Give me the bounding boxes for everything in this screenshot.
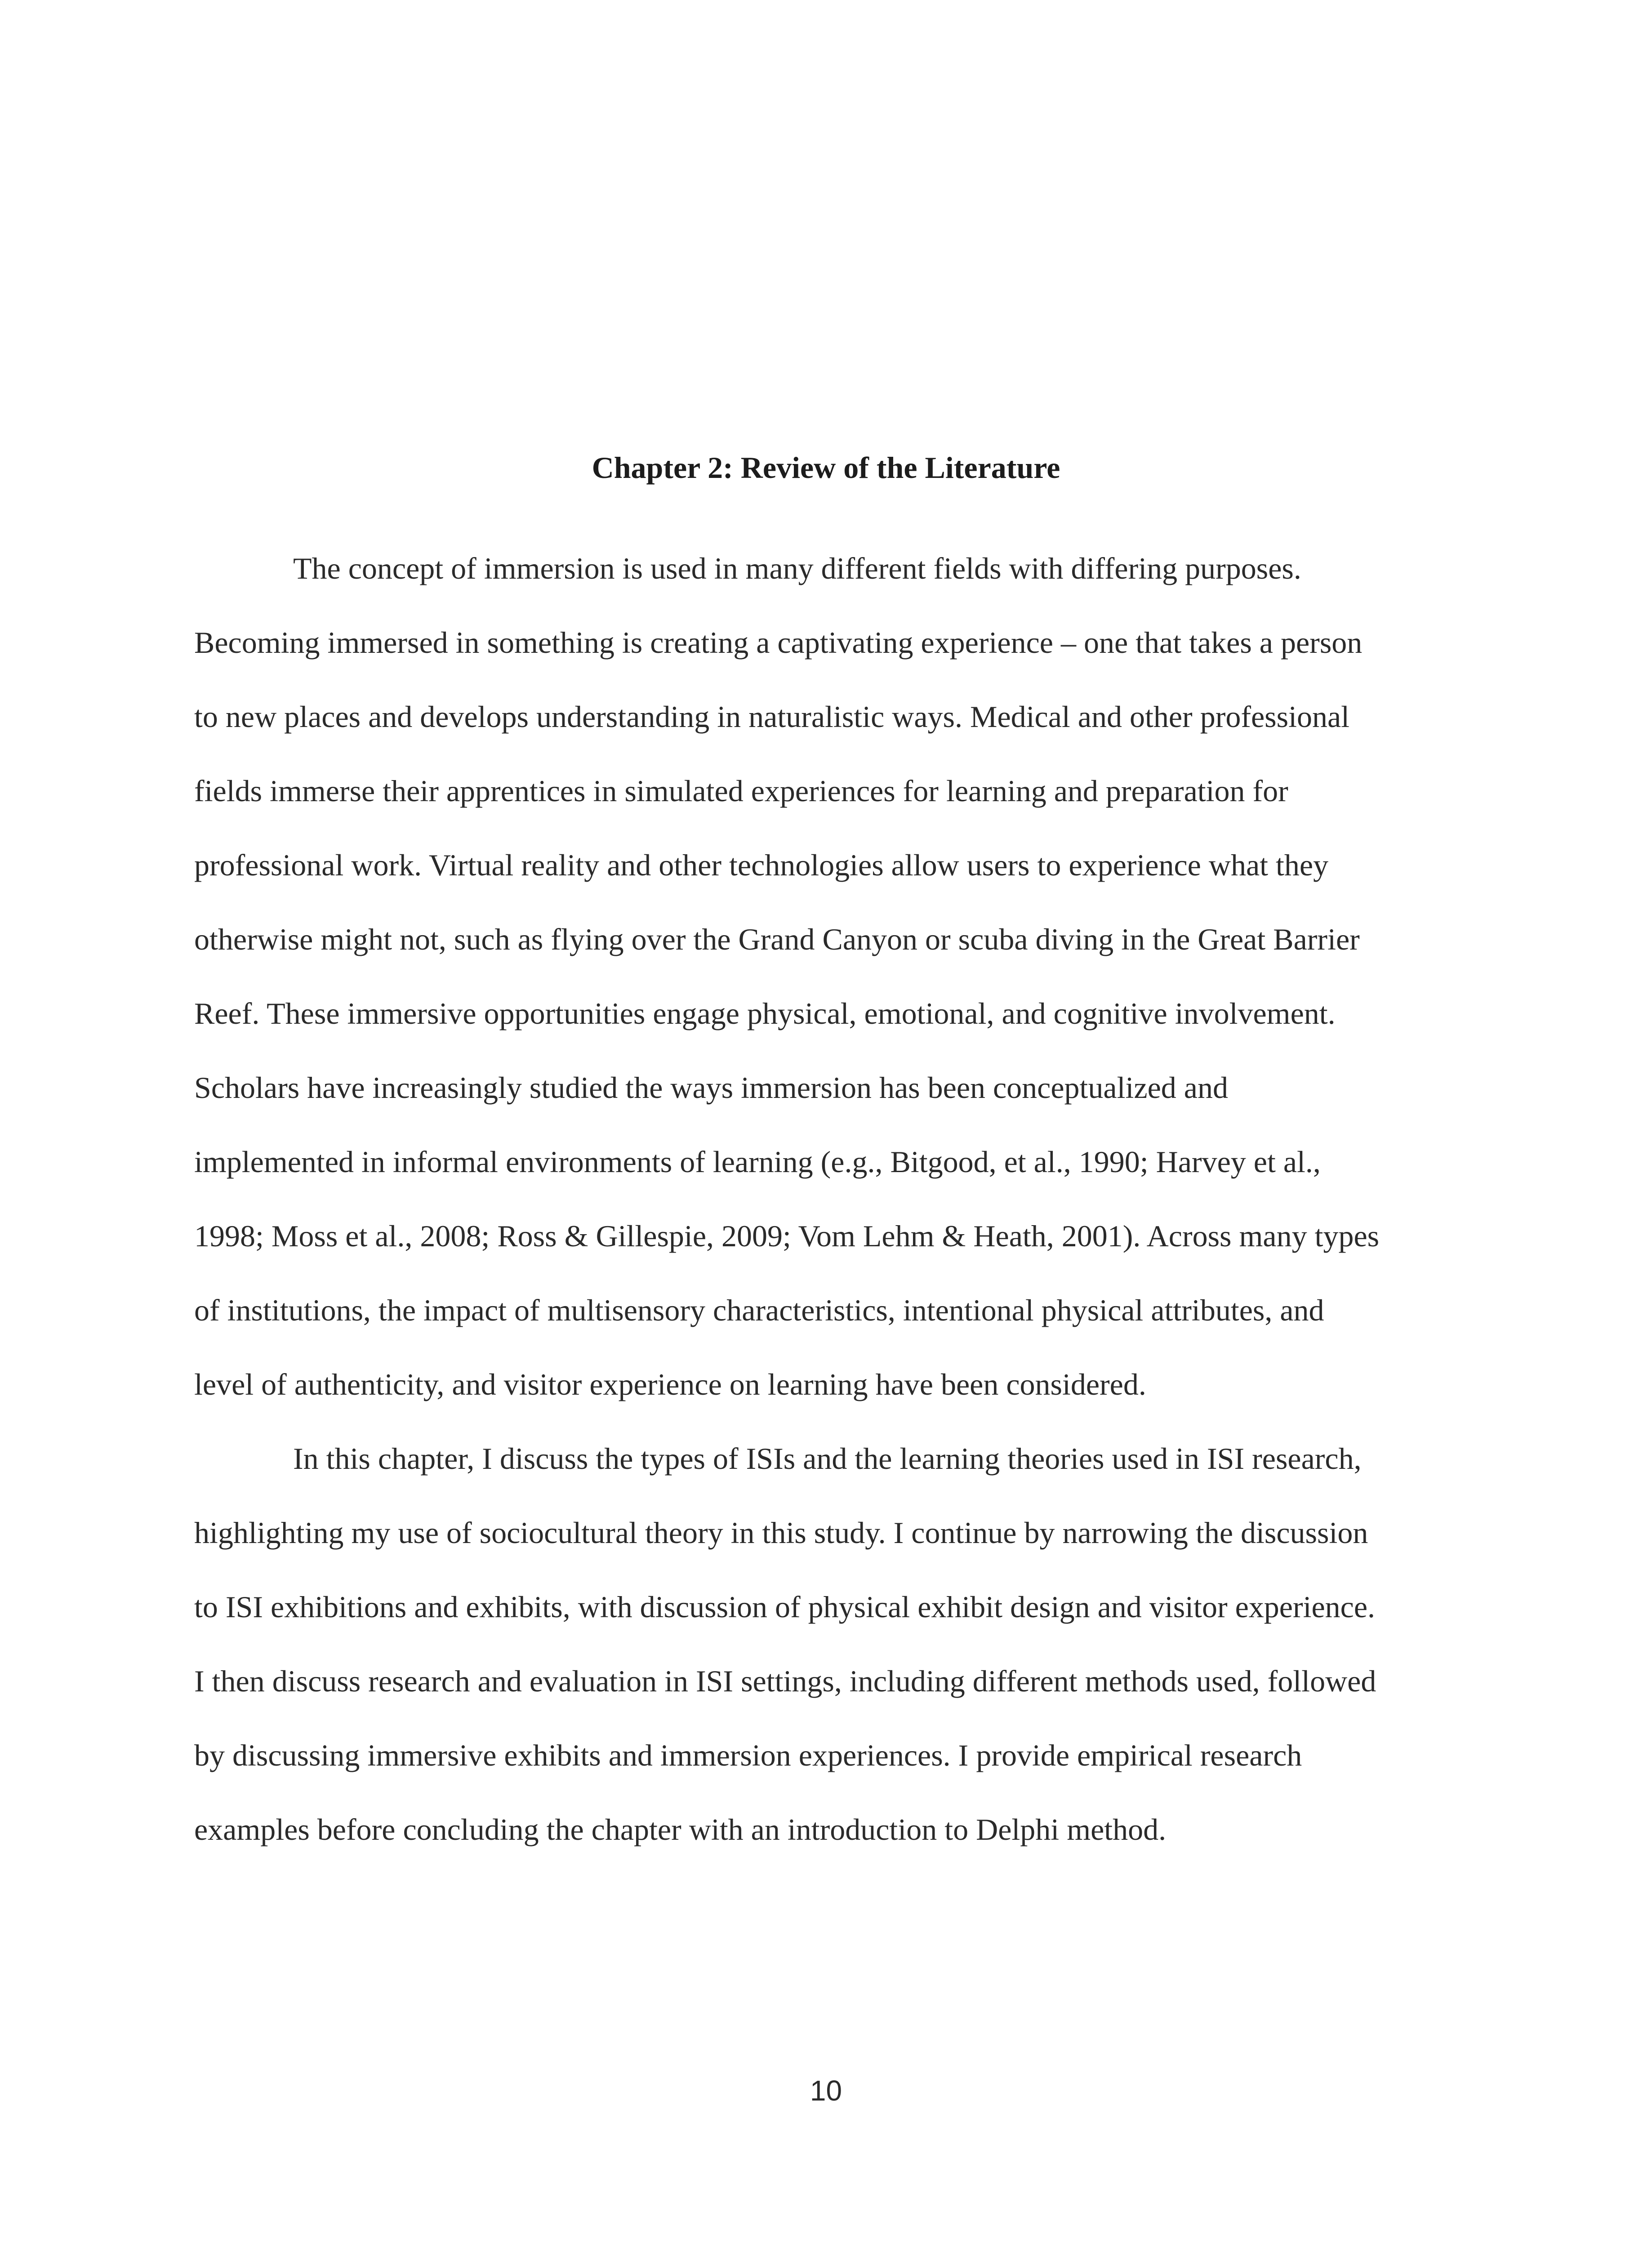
paragraph-line: The concept of immersion is used in many different fields with differing purposes. (293, 551, 1301, 585)
paragraph-line: Reef. These immersive opportunities engage physical, emotional, and cognitive involvement. (194, 996, 1336, 1030)
paragraph-line: of institutions, the impact of multisensory characteristics, intentional physical attributes, and (194, 1293, 1324, 1327)
chapter-title: Chapter 2: Review of the Literature (592, 450, 1060, 485)
paragraph-line: fields immerse their apprentices in simulated experiences for learning and preparation for (194, 774, 1288, 808)
paragraph-line: highlighting my use of sociocultural theory in this study. I continue by narrowing the discussion (194, 1516, 1368, 1550)
paragraph-line: to ISI exhibitions and exhibits, with discussion of physical exhibit design and visitor experience. (194, 1590, 1376, 1624)
paragraph-line: Scholars have increasingly studied the ways immersion has been conceptualized and (194, 1070, 1228, 1105)
paragraph-line: In this chapter, I discuss the types of ISIs and the learning theories used in ISI research, (293, 1441, 1362, 1476)
body-text (194, 545, 1460, 1880)
paragraph-2 (194, 1435, 1460, 1880)
paragraph-line: otherwise might not, such as flying over the Grand Canyon or scuba diving in the Great Barrier (194, 922, 1360, 956)
paragraph-line: by discussing immersive exhibits and immersion experiences. I provide empirical research (194, 1738, 1302, 1772)
paragraph-line: Becoming immersed in something is creating a captivating experience – one that takes a person (194, 625, 1363, 660)
paragraph-line: examples before concluding the chapter with an introduction to Delphi method. (194, 1812, 1167, 1847)
paragraph-line: level of authenticity, and visitor experience on learning have been considered. (194, 1367, 1146, 1401)
paragraph-1 (194, 545, 1460, 1435)
paragraph-line: I then discuss research and evaluation in ISI settings, including different methods used, followed (194, 1664, 1376, 1698)
paragraph-line: 1998; Moss et al., 2008; Ross & Gillespie, 2009; Vom Lehm & Heath, 2001). Across many types (194, 1219, 1380, 1253)
page-number: 10 (810, 2074, 842, 2107)
paragraph-line: to new places and develops understanding in naturalistic ways. Medical and other professional (194, 700, 1350, 734)
paragraph-line: implemented in informal environments of learning (e.g., Bitgood, et al., 1990; Harvey et al., (194, 1145, 1321, 1179)
paragraph-line: professional work. Virtual reality and other technologies allow users to experience what they (194, 848, 1329, 882)
